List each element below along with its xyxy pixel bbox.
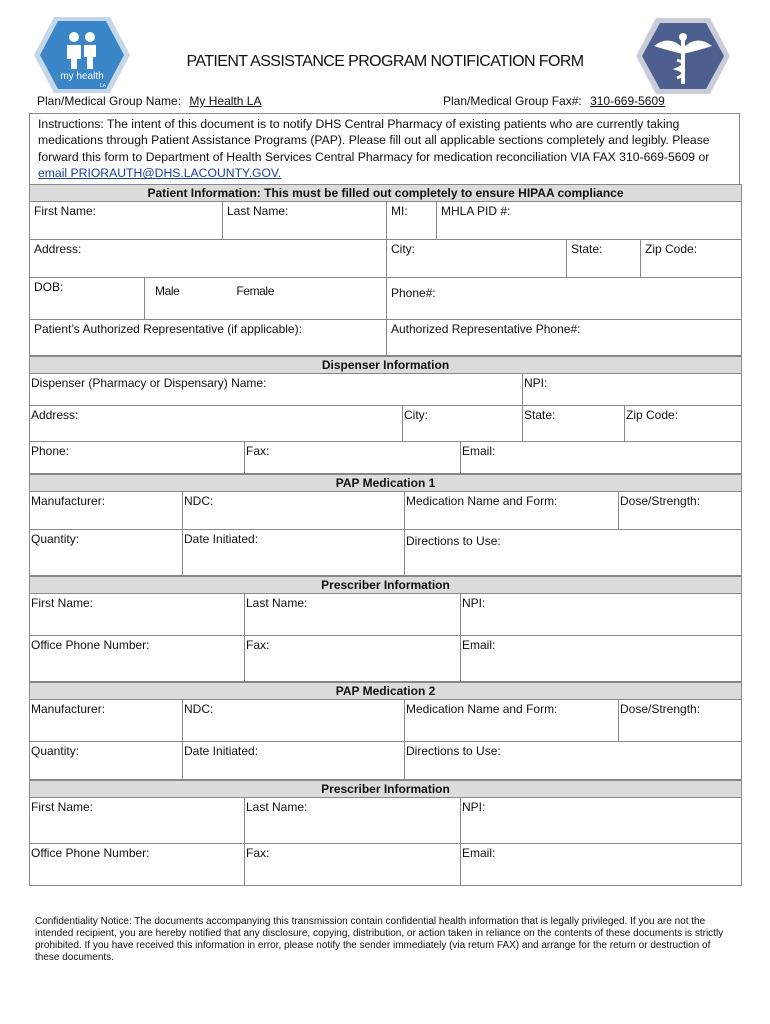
med1-section-heading: PAP Medication 1 [29,474,742,492]
prescriber2-office-phone-field[interactable]: Office Phone Number: [31,846,150,860]
dispenser-address-row [29,406,742,442]
dispenser-zip-field[interactable]: Zip Code: [624,406,741,441]
med1-usage-row [29,530,742,576]
prescriber2-section-heading: Prescriber Information [29,780,742,798]
patient-last-name-field[interactable]: Last Name: [222,202,386,239]
patient-address-field[interactable]: Address: [34,242,82,256]
patient-representative-row [29,320,742,356]
dispenser-city-field[interactable]: City: [402,406,522,441]
plan-fax-value: 310-669-5609 [590,94,665,108]
patient-name-row [29,202,742,240]
med2-directions-field[interactable]: Directions to Use: [404,742,741,779]
representative-phone-field[interactable]: Authorized Representative Phone#: [386,320,741,355]
dispenser-name-row [29,374,742,406]
dispenser-state-field[interactable]: State: [522,406,624,441]
patient-section-heading: Patient Information: This must be filled out completely to ensure HIPAA compliance [29,184,742,202]
logo-subtext: LA [99,83,107,89]
plan-name-label: Plan/Medical Group Name: [37,94,182,108]
prescriber1-contact-row [29,636,742,682]
med1-ndc-field[interactable]: NDC: [182,492,404,529]
prescriber1-name-row [29,594,742,636]
med1-quantity-field[interactable]: Quantity: [31,532,80,546]
dispenser-name-field[interactable]: Dispenser (Pharmacy or Dispensary) Name: [31,376,267,390]
prescriber1-npi-field[interactable]: NPI: [460,594,741,635]
plan-fax-line [443,94,665,108]
plan-fax-label: Plan/Medical Group Fax#: [443,94,582,108]
dispenser-address-field[interactable]: Address: [31,408,79,422]
patient-zip-field[interactable]: Zip Code: [640,240,741,277]
patient-gender-field [144,278,386,319]
med2-product-row [29,700,742,742]
prescriber1-office-phone-field[interactable]: Office Phone Number: [31,638,150,652]
patient-address-row [29,240,742,278]
med2-medication-name-field[interactable]: Medication Name and Form: [404,700,618,741]
prescriber2-email-field[interactable]: Email: [460,844,741,885]
dispenser-npi-field[interactable]: NPI: [522,374,741,405]
prescriber1-last-name-field[interactable]: Last Name: [244,594,460,635]
patient-representative-field[interactable]: Patient’s Authorized Representative (if applicable): [34,322,302,336]
prescriber1-first-name-field[interactable]: First Name: [31,596,94,610]
patient-first-name-field[interactable]: First Name: [34,204,97,218]
med1-manufacturer-field[interactable]: Manufacturer: [31,494,106,508]
med1-dose-field[interactable]: Dose/Strength: [618,492,741,529]
med2-section-heading: PAP Medication 2 [29,682,742,700]
gender-female-option[interactable]: Female [236,284,274,298]
patient-city-field[interactable]: City: [386,240,566,277]
gender-male-option[interactable]: Male [155,284,180,298]
med1-product-row [29,492,742,530]
dispenser-phone-field[interactable]: Phone: [31,444,70,458]
instructions-box [29,113,740,185]
prescriber1-email-field[interactable]: Email: [460,636,741,681]
plan-name-line [37,94,261,108]
dispenser-email-field[interactable]: Email: [460,442,741,473]
med2-ndc-field[interactable]: NDC: [182,700,404,741]
dispenser-section-heading: Dispenser Information [29,356,742,374]
instructions-text: Instructions: The intent of this document is to notify DHS Central Pharmacy of existing patients who are currently taking medications through Patient Assistance Programs (PAP). Please fill out all applicable sections completely and legibly. Please forward this form to Department of Health Services Central Pharmacy for medication reconciliation VIA FAX 310-669-5609 or [38,117,710,164]
med2-dose-field[interactable]: Dose/Strength: [618,700,741,741]
patient-dob-row [29,278,742,320]
prescriber2-name-row [29,798,742,844]
med2-quantity-field[interactable]: Quantity: [31,744,80,758]
priorauth-email-link[interactable]: email PRIORAUTH@DHS.LACOUNTY.GOV. [38,166,282,181]
prescriber2-npi-field[interactable]: NPI: [460,798,741,843]
med1-directions-field[interactable]: Directions to Use: [404,530,741,575]
page-title: PATIENT ASSISTANCE PROGRAM NOTIFICATION FORM [186,53,584,70]
notification-form [29,184,742,886]
med1-date-initiated-field[interactable]: Date Initiated: [182,530,404,575]
prescriber1-section-heading: Prescriber Information [29,576,742,594]
confidentiality-notice: Confidentiality Notice: The documents accompanying this transmission contain confidential health information that is legally privileged. If you are not the intended recipient, you are hereby notified that any disclosure, copying, distribution, or action taken in reliance on the contents of these documents is strictly prohibited. If you have received this information in error, please notify the sender immediately (via return FAX) and arrange for the return or destruction of these documents. [35,916,724,963]
plan-name-value: My Health LA [189,94,262,108]
logo-text: my health [60,71,104,82]
med2-date-initiated-field[interactable]: Date Initiated: [182,742,404,779]
med1-medication-name-field[interactable]: Medication Name and Form: [404,492,618,529]
patient-state-field[interactable]: State: [566,240,640,277]
med2-manufacturer-field[interactable]: Manufacturer: [31,702,106,716]
patient-dob-field[interactable]: DOB: [34,280,64,294]
prescriber1-fax-field[interactable]: Fax: [244,636,460,681]
prescriber2-first-name-field[interactable]: First Name: [31,800,94,814]
dispenser-contact-row [29,442,742,474]
patient-mi-field[interactable]: MI: [386,202,436,239]
prescriber2-fax-field[interactable]: Fax: [244,844,460,885]
prescriber2-contact-row [29,844,742,886]
dispenser-fax-field[interactable]: Fax: [244,442,460,473]
patient-mhla-pid-field[interactable]: MHLA PID #: [436,202,741,239]
med2-usage-row [29,742,742,780]
patient-phone-field[interactable]: Phone#: [386,278,741,319]
prescriber2-last-name-field[interactable]: Last Name: [244,798,460,843]
